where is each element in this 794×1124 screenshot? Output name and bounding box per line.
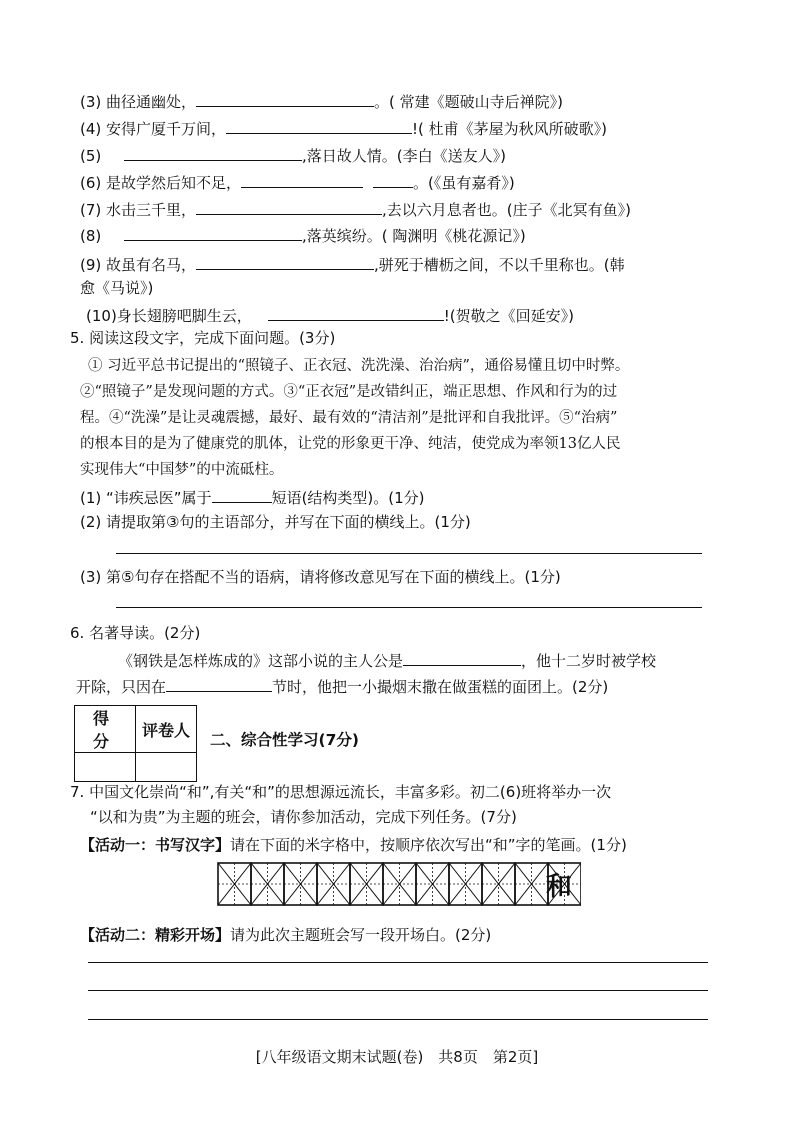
q4-item-3-text: (3) 曲径通幽处，	[80, 93, 197, 111]
q5-passage	[80, 353, 728, 483]
answer-blank[interactable]	[403, 649, 521, 666]
q6-line-1	[118, 649, 656, 672]
q4-item-8	[80, 224, 526, 247]
q7-line-1: 7. 中国文化崇尚“和”,有关“和”的思想源远流长，丰富多彩。初二(6)班将举办一次	[70, 783, 612, 801]
q4-item-4-source: !( 杜甫《茅屋为秋风所破歌》)	[412, 120, 608, 138]
q5-sub-3: (3) 第⑤句存在搭配不当的语病，请将修改意见写在下面的横线上。(1分)	[80, 568, 561, 586]
q7-line-2: “以和为贵”为主题的班会，请你参加活动，完成下列任务。(7分)	[90, 808, 517, 826]
q7-activity-1	[80, 834, 627, 856]
q7-activity-2	[80, 924, 491, 946]
q4-item-9	[80, 253, 625, 276]
answer-line[interactable]	[116, 607, 702, 608]
score-cell[interactable]	[75, 753, 136, 782]
q5-sub-1	[80, 486, 425, 509]
q4-item-3-source: 。( 常建《题破山寺后禅院》)	[374, 93, 564, 111]
q4-item-5-source: ,落日故人情。(李白《送友人》)	[302, 147, 506, 165]
answer-blank[interactable]	[124, 144, 302, 161]
answer-blank[interactable]	[226, 117, 412, 134]
q4-item-4	[80, 117, 607, 140]
q6-line-2	[76, 675, 608, 698]
q4-item-7	[80, 198, 631, 221]
q4-item-6-text: (6) 是故学然后知不足，	[80, 174, 242, 192]
grid-cell[interactable]	[218, 863, 251, 905]
q4-item-8-num: (8)	[80, 227, 107, 245]
q6-title: 6. 名著导读。(2分)	[70, 624, 201, 642]
q4-item-9-source: ,骈死于槽枥之间，不以千里称也。(韩	[374, 256, 625, 274]
q5-title: 5. 阅读这段文字，完成下面问题。(3分)	[70, 329, 336, 347]
score-label: 得 分	[75, 706, 136, 753]
activity-2-tag: 【活动二：精彩开场】	[80, 926, 231, 944]
q6-line-2-tail: 节时，他把一小撮烟末撒在做蛋糕的面团上。(2分)	[272, 678, 609, 696]
grader-cell[interactable]	[136, 753, 197, 782]
q4-item-10-text: (10)身长翅膀吧脚生云，	[86, 307, 252, 325]
q4-item-6	[80, 171, 515, 194]
grid-cell[interactable]	[350, 863, 383, 905]
grid-example-char: 和	[545, 872, 573, 902]
grid-cell[interactable]	[482, 863, 515, 905]
passage-line: ②“照镜子”是发现问题的方式。③“正衣冠”是改错纠正，端正思想、作风和行为的过	[80, 384, 618, 400]
q5-sub-1-tail: 短语(结构类型)。(1分)	[271, 489, 425, 507]
activity-2-text: 请为此次主题班会写一段开场白。(2分)	[230, 926, 492, 944]
q6-line-1-text: 《钢铁是怎样炼成的》这部小说的主人公是	[118, 652, 404, 670]
answer-blank[interactable]	[268, 304, 444, 321]
grid-cell[interactable]	[317, 863, 350, 905]
q4-item-9-cont: 愈《马说》)	[80, 279, 154, 297]
q4-item-3	[80, 90, 563, 113]
page-footer: [八年级语文期末试题(卷) 共8页 第2页]	[255, 1048, 539, 1066]
q4-item-10-source: !(贺敬之《回延安》)	[443, 307, 575, 325]
activity-1-tag: 【活动一：书写汉字】	[80, 836, 231, 854]
answer-blank[interactable]	[124, 224, 302, 241]
passage-line: 实现伟大“中国梦”的中流砥柱。	[80, 462, 284, 478]
answer-blank[interactable]	[212, 486, 272, 503]
grid-cell[interactable]	[284, 863, 317, 905]
q4-item-7-text: (7) 水击三千里，	[80, 201, 197, 219]
answer-blank[interactable]	[196, 253, 374, 270]
q4-item-6-source: 。(《虽有嘉肴》)	[413, 174, 515, 192]
q4-item-8-source: ,落英缤纷。( 陶渊明《桃花源记》)	[302, 227, 526, 245]
passage-line: 的根本目的是为了健康党的肌体，让党的形象更干净、纯洁，使党成为率领13亿人民	[80, 436, 621, 452]
section-2-heading: 二、综合性学习(7分)	[210, 731, 359, 749]
q4-item-10	[86, 304, 574, 327]
passage-line: ① 习近平总书记提出的“照镜子、正衣冠、洗洗澡、治治病”，通俗易懂且切中时弊。	[88, 358, 630, 374]
q5-sub-1-text: (1) “讳疾忌医”属于	[80, 489, 212, 507]
q4-item-9-text: (9) 故虽有名马，	[80, 256, 197, 274]
grader-label: 评卷人	[136, 706, 197, 753]
answer-blank[interactable]	[373, 171, 413, 188]
mizige-grid	[217, 862, 581, 906]
grid-cell[interactable]	[251, 863, 284, 905]
answer-blank[interactable]	[241, 171, 363, 188]
answer-blank[interactable]	[196, 198, 382, 215]
grid-cell[interactable]	[416, 863, 449, 905]
q4-item-5	[80, 144, 506, 167]
q5-sub-2: (2) 请提取第③句的主语部分，并写在下面的横线上。(1分)	[80, 513, 471, 531]
answer-line[interactable]	[116, 553, 702, 554]
passage-line: 程。④“洗澡”是让灵魂震撼，最好、最有效的“清洁剂”是批评和自我批评。⑤“治病”	[80, 410, 618, 426]
grid-cell[interactable]	[383, 863, 416, 905]
score-box	[74, 705, 197, 782]
q6-line-1-tail: ，他十二岁时被学校	[521, 652, 657, 670]
answer-blank[interactable]	[166, 675, 272, 692]
answer-line[interactable]	[88, 1019, 708, 1020]
answer-line[interactable]	[88, 962, 708, 963]
answer-line[interactable]	[88, 990, 708, 991]
activity-1-text: 请在下面的米字格中，按顺序依次写出“和”字的笔画。(1分)	[230, 836, 627, 854]
q4-item-5-num: (5)	[80, 147, 107, 165]
q4-item-7-source: ,去以六月息者也。(庄子《北冥有鱼》)	[382, 201, 632, 219]
answer-blank[interactable]	[196, 90, 374, 107]
grid-cell[interactable]	[515, 863, 548, 905]
q4-item-4-text: (4) 安得广厦千万间，	[80, 120, 227, 138]
q6-line-2-text: 开除，只因在	[76, 678, 167, 696]
grid-cell[interactable]	[449, 863, 482, 905]
